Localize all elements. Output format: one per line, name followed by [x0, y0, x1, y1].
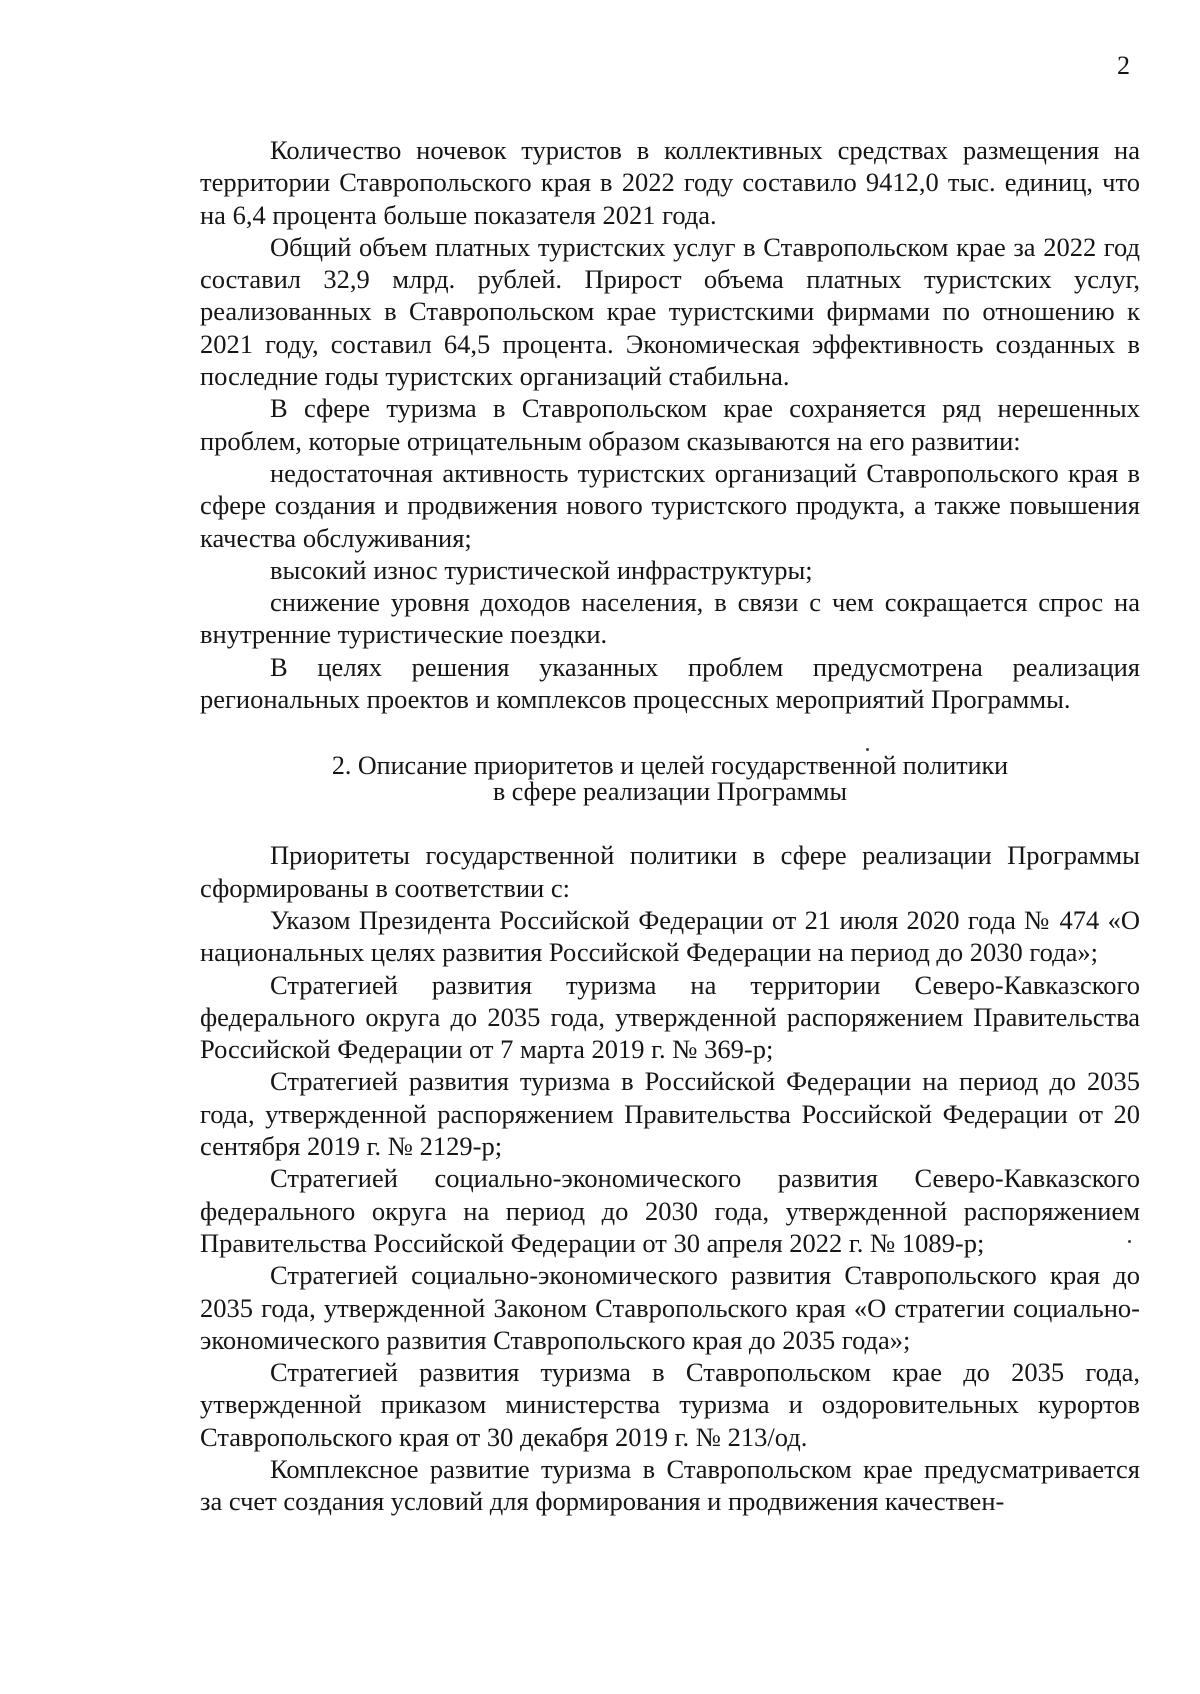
- section-heading: [200, 753, 1140, 805]
- document-body: [200, 134, 1140, 1518]
- paragraph-paid-services: Общий объем платных туристских услуг в Ставропольском крае за 2022 год составил 32,9 млрд. рублей. Прирост объема платных туристских услуг, реализованных в Ставропольском крае туристскими фирмами по отношению к 2021 году, составил 64,5 процента. Экономическая эффективность созданных в последние годы туристских организаций стабильна.: [200, 231, 1140, 392]
- paragraph-unresolved-problems: В сфере туризма в Ставропольском крае сохраняется ряд нерешенных проблем, которые отрицательным образом сказываются на его развитии:: [200, 393, 1140, 456]
- section-heading-line-2: в сфере реализации Программы: [493, 777, 847, 807]
- paragraph-problem-income: снижение уровня доходов населения, в связи с чем сокращается спрос на внутренние туристические поездки.: [200, 587, 1140, 650]
- paragraph-priorities-intro: Приоритеты государственной политики в сфере реализации Программы сформированы в соответствии с:: [200, 840, 1140, 903]
- paragraph-strategy-stavropol-socioeconomic: Стратегией социально-экономического развития Ставропольского края до 2035 года, утвержденной Законом Ставропольского края «О стратегии социально-экономического развития Ставропольского края до 2035 года»;: [200, 1260, 1140, 1355]
- page-number: 2: [1117, 51, 1130, 80]
- paragraph-presidential-decree: Указом Президента Российской Федерации от 21 июля 2020 года № 474 «О национальных целях развития Российской Федерации на период до 2030 года»;: [200, 904, 1140, 968]
- paragraph-strategy-nkfd-tourism: Стратегией развития туризма на территории Северо-Кавказского федерального округа до 2035 года, утвержденной распоряжением Правительства Российской Федерации от 7 марта 2019 г. № 369-р;: [200, 969, 1140, 1065]
- paragraph-strategy-stavropol-tourism: Стратегией развития туризма в Ставропольском крае до 2035 года, утвержденной приказом министерства туризма и оздоровительных курортов Ставропольского края от 30 декабря 2019 г. № 213/од.: [200, 1357, 1140, 1452]
- paragraph-problem-activity: недостаточная активность туристских организаций Ставропольского края в сфере создания и продвижения нового туристского продукта, а также повышения качества обслуживания;: [200, 457, 1140, 553]
- paragraph-overnight-stays: Количество ночевок туристов в коллективных средствах размещения на территории Ставропольского края в 2022 году составило 9412,0 тыс. единиц, что на 6,4 процента больше показателя 2021 года.: [200, 135, 1140, 230]
- paragraph-strategy-nkfd-socioeconomic: Стратегией социально-экономического развития Северо-Кавказского федерального округа на период до 2030 года, утвержденной распоряжением Правительства Российской Федерации от 30 апреля 2022 г. № 1089-р;: [200, 1163, 1140, 1258]
- paragraph-problem-infrastructure: высокий износ туристической инфраструктуры;: [270, 554, 813, 585]
- scan-speck: [866, 748, 869, 751]
- paragraph-strategy-rf-tourism: Стратегией развития туризма в Российской Федерации на период до 2035 года, утвержденной распоряжением Правительства Российской Федерации от 20 сентября 2019 г. № 2129-р;: [200, 1066, 1140, 1162]
- paragraph-complex-development: Комплексное развитие туризма в Ставропольском крае предусматривается за счет создания условий для формирования и продвижения качествен-: [200, 1453, 1140, 1517]
- scan-speck: [1128, 1240, 1131, 1243]
- paragraph-solution-projects: В целях решения указанных проблем предусмотрена реализация региональных проектов и комплексов процессных мероприятий Программы.: [200, 651, 1140, 715]
- section-heading-line-1: 2. Описание приоритетов и целей государственной политики: [331, 751, 1009, 781]
